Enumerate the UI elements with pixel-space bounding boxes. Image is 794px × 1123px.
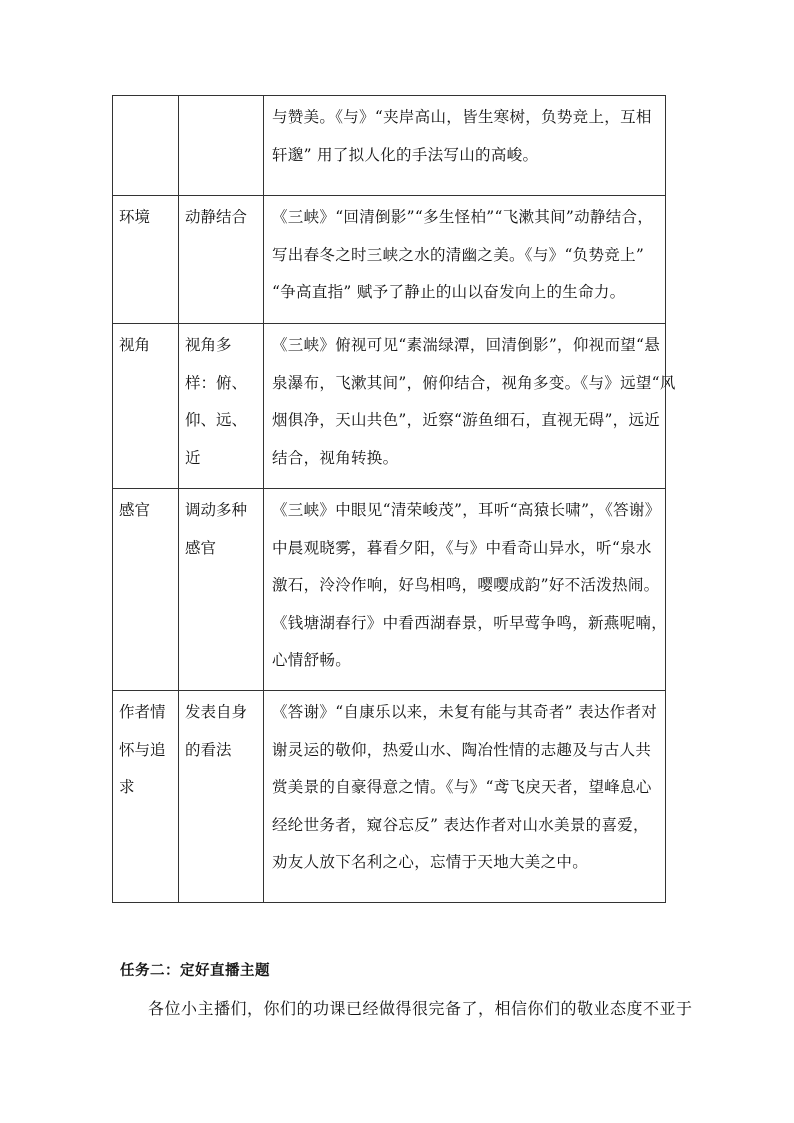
analysis-line: 结合，视角转换。: [272, 448, 399, 467]
analysis-cell: [264, 691, 666, 903]
table-row: [113, 96, 666, 196]
aspect-cell: 作者情怀与追求: [113, 691, 179, 903]
analysis-line: 《答谢》“自康乐以来，未复有能与其奇者” 表达作者对: [272, 703, 658, 721]
aspect-cell: 感官: [113, 489, 179, 691]
method-cell: 调动多种感官: [179, 489, 264, 691]
analysis-line: 写出春冬之时三峡之水的清幽之美。《与》“负势竞上”: [272, 245, 645, 264]
analysis-line: 《钱塘湖春行》中看西湖春景，听早莺争鸣，新燕呢喃，: [272, 613, 668, 632]
task-paragraph: 各位小主播们，你们的功课已经做得很完备了，相信你们的敬业态度不亚于: [148, 999, 693, 1018]
analysis-line: 《三峡》俯视可见“素湍绿潭，回清倒影”，仰视而望“悬: [272, 336, 661, 354]
table-row: [113, 324, 666, 489]
analysis-line: 经纶世务者，窥谷忘反” 表达作者对山水美景的喜爱，: [272, 815, 649, 834]
analysis-cell: [264, 489, 666, 691]
comparison-table: [112, 95, 676, 903]
aspect-cell: 环境: [113, 196, 179, 324]
analysis-line: 中晨观晓雾，暮看夕阳，《与》中看奇山异水，听“泉水: [272, 538, 652, 557]
analysis-line: 谢灵运的敬仰，热爱山水、陶冶性情的志趣及与古人共: [272, 740, 652, 759]
analysis-line: 烟俱净，天山共色”，近察“游鱼细石，直视无碍”，远近: [272, 411, 661, 429]
aspect-cell: 视角: [113, 324, 179, 489]
analysis-line: 赏美景的自豪得意之情。《与》“鸢飞戾天者，望峰息心: [272, 778, 652, 796]
analysis-line: 轩邈” 用了拟人化的手法写山的高峻。: [272, 145, 539, 164]
aspect-cell: [113, 96, 179, 196]
analysis-cell: [264, 96, 666, 196]
analysis-cell: [264, 324, 676, 489]
analysis-line: 《三峡》“回清倒影”“多生怪柏”“飞漱其间”动静结合，: [272, 208, 654, 226]
analysis-line: “争高直指” 赋予了静止的山以奋发向上的生命力。: [272, 283, 626, 301]
analysis-line: 心情舒畅。: [272, 651, 352, 669]
task-heading: 任务二：定好直播主题: [120, 963, 270, 979]
table-row: [113, 691, 666, 903]
method-cell: 视角多样：俯、仰、远、近: [179, 324, 264, 489]
analysis-line: 与赞美。《与》“夹岸高山，皆生寒树，负势竞上，互相: [272, 108, 652, 126]
table-row: [113, 196, 666, 324]
method-cell: 发表自身的看法: [179, 691, 264, 903]
method-cell: 动静结合: [179, 196, 264, 324]
analysis-line: 《三峡》中眼见“清荣峻茂”，耳听“高猿长啸”，《答谢》: [272, 501, 661, 519]
analysis-line: 劝友人放下名利之心，忘情于天地大美之中。: [272, 853, 589, 871]
analysis-line: 激石，泠泠作响，好鸟相鸣，嘤嘤成韵”好不活泼热闹。: [272, 576, 660, 594]
analysis-line: 泉瀑布，飞漱其间”，俯仰结合，视角多变。《与》远望“风: [272, 373, 676, 392]
analysis-cell: [264, 196, 666, 324]
method-cell: [179, 96, 264, 196]
table-row: [113, 489, 666, 691]
